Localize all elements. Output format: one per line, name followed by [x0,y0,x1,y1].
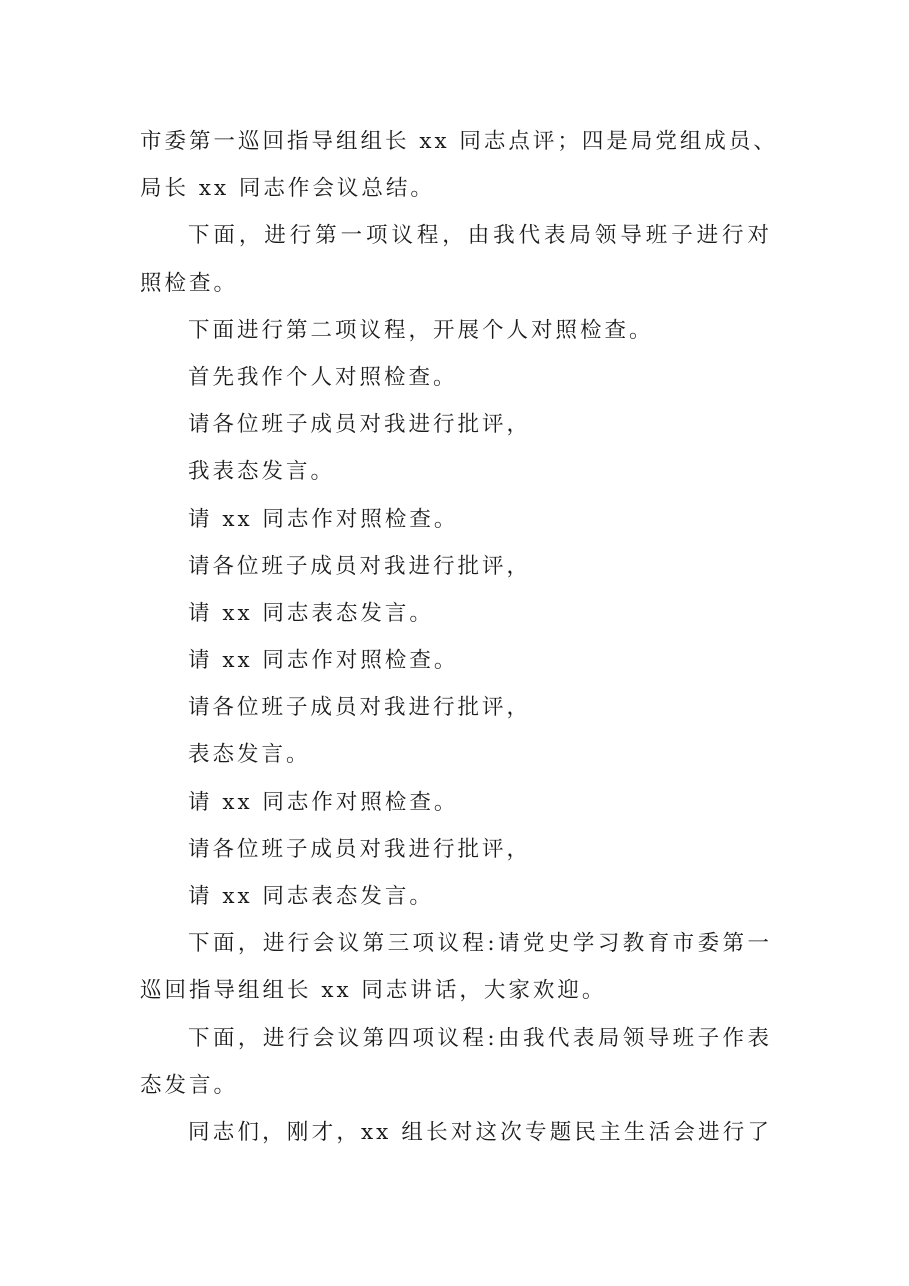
paragraph-line: 下面，进行第一项议程，由我代表局领导班子进行对 [188,223,772,249]
paragraph-line: 下面，进行会议第三项议程:请党史学习教育市委第一 [188,931,772,957]
text-line: 态发言。 [140,1072,239,1098]
paragraph-line: 请 xx 同志作对照检查。 [188,506,459,532]
paragraph-line: 请各位班子成员对我进行批评， [188,553,532,579]
paragraph-line: 请 xx 同志作对照检查。 [188,648,459,674]
text-line: 局长 xx 同志作会议总结。 [140,176,435,202]
text-line: 市委第一巡回指导组组长 xx 同志点评；四是局党组成员、 [140,129,778,154]
paragraph-line: 下面，进行会议第四项议程:由我代表局领导班子作表 [188,1025,772,1051]
paragraph-line: 请各位班子成员对我进行批评， [188,695,532,721]
paragraph-line: 请 xx 同志表态发言。 [188,884,434,909]
paragraph-line: 请 xx 同志表态发言。 [188,600,434,626]
paragraph-line: 首先我作个人对照检查。 [188,364,458,390]
text-line: 照检查。 [140,270,239,296]
text-line: 巡回指导组组长 xx 同志讲话，大家欢迎。 [140,978,607,1004]
paragraph-line: 请各位班子成员对我进行批评， [188,836,532,862]
paragraph-line: 请 xx 同志作对照检查。 [188,789,459,815]
paragraph-line: 下面进行第二项议程，开展个人对照检查。 [188,317,654,343]
paragraph-line: 同志们，刚才，xx 组长对这次专题民主生活会进行了 [188,1119,772,1145]
paragraph-line: 表态发言。 [188,742,311,768]
paragraph-line: 请各位班子成员对我进行批评， [188,412,532,438]
document-body [140,118,780,1156]
paragraph-line: 我表态发言。 [188,459,336,485]
